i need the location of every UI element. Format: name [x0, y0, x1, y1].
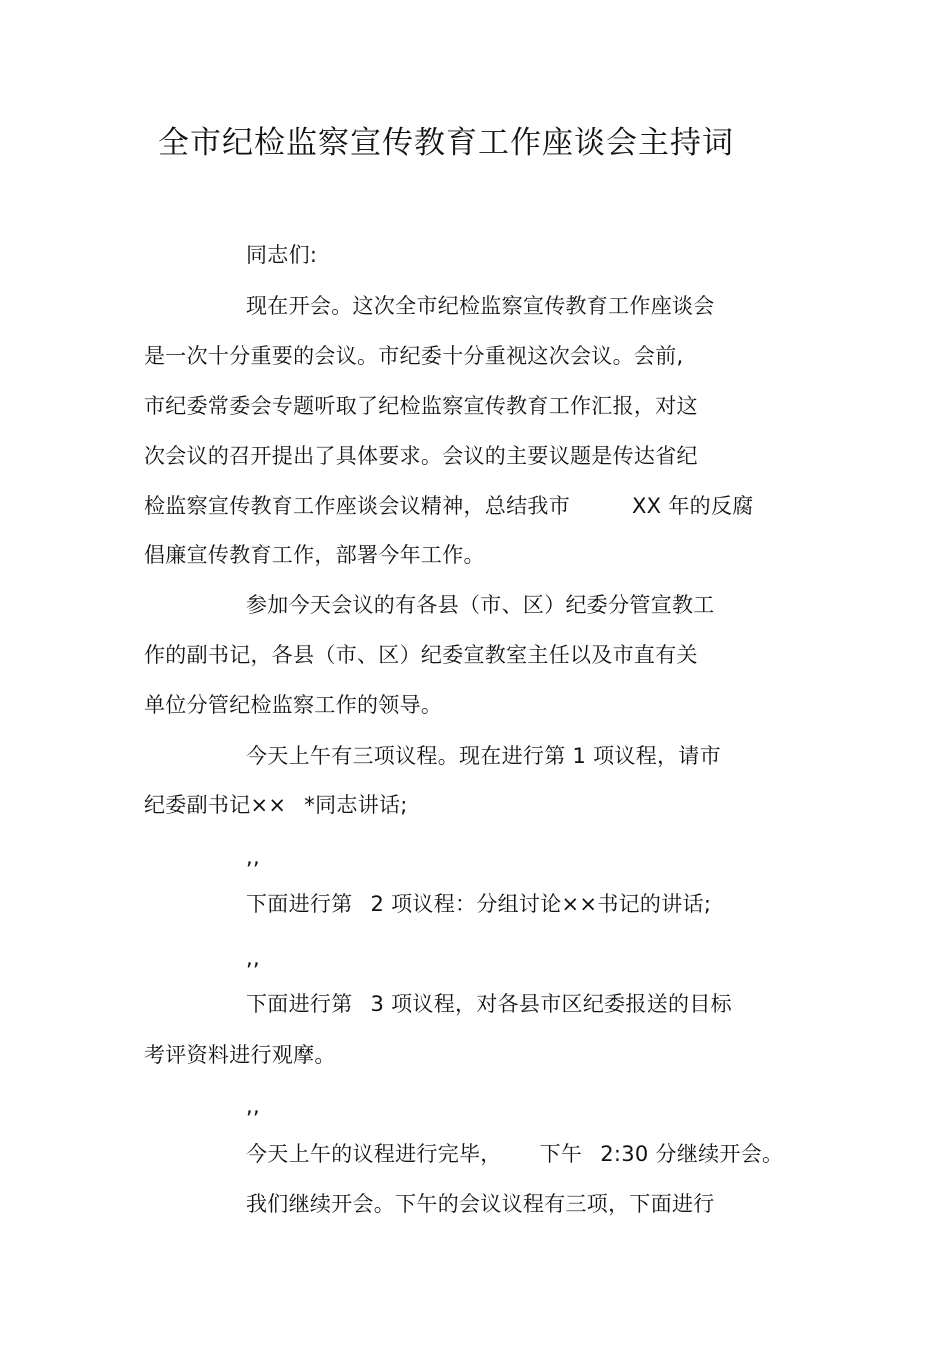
paragraph-line: 倡廉宣传教育工作，部署今年工作。: [144, 543, 485, 567]
text-segment: 纪委副书记××: [144, 793, 287, 817]
paragraph-line: 考评资料进行观摩。: [144, 1043, 336, 1067]
ellipsis-mark: ,,: [246, 946, 260, 970]
paragraph-line: 现在开会。这次全市纪检监察宣传教育工作座谈会: [246, 294, 715, 318]
paragraph-line: 我们继续开会。下午的会议议程有三项，下面进行: [246, 1192, 715, 1216]
paragraph-line: 作的副书记，各县（市、区）纪委宣教室主任以及市直有关: [144, 643, 698, 667]
paragraph-line: 是一次十分重要的会议。市纪委十分重视这次会议。会前,: [144, 344, 684, 368]
paragraph-line: 次会议的召开提出了具体要求。会议的主要议题是传达省纪: [144, 444, 698, 468]
text-segment: 检监察宣传教育工作座谈会议精神，总结我市: [144, 494, 570, 518]
text-segment: 3 项议程，对各县市区纪委报送的目标: [370, 992, 732, 1016]
paragraph-line: 今天上午有三项议程。现在进行第 1 项议程，请市: [246, 744, 721, 768]
paragraph-line: [144, 790, 408, 820]
text-segment: 2:30 分继续开会。: [600, 1142, 784, 1166]
paragraph-line: [246, 889, 711, 919]
text-segment: XX 年的反腐: [632, 494, 754, 518]
ellipsis-mark: ,,: [246, 1094, 260, 1118]
paragraph-line: [144, 491, 754, 521]
ellipsis-mark: ,,: [246, 845, 260, 869]
text-segment: 下面进行第: [246, 892, 353, 916]
paragraph-line: [246, 1139, 783, 1169]
salutation: 同志们:: [246, 243, 318, 267]
document-title: 全市纪检监察宣传教育工作座谈会主持词: [158, 125, 734, 161]
text-segment: 今天上午的议程进行完毕，: [246, 1142, 502, 1166]
text-segment: 下面进行第: [246, 992, 353, 1016]
text-segment: 下午: [539, 1142, 583, 1166]
paragraph-line: 参加今天会议的有各县（市、区）纪委分管宣教工: [246, 593, 715, 617]
paragraph-line: 单位分管纪检监察工作的领导。: [144, 693, 443, 717]
paragraph-line: [246, 989, 732, 1019]
text-segment: *同志讲话;: [304, 793, 408, 817]
text-segment: 2 项议程：分组讨论××书记的讲话;: [370, 892, 712, 916]
paragraph-line: 市纪委常委会专题听取了纪检监察宣传教育工作汇报，对这: [144, 394, 698, 418]
